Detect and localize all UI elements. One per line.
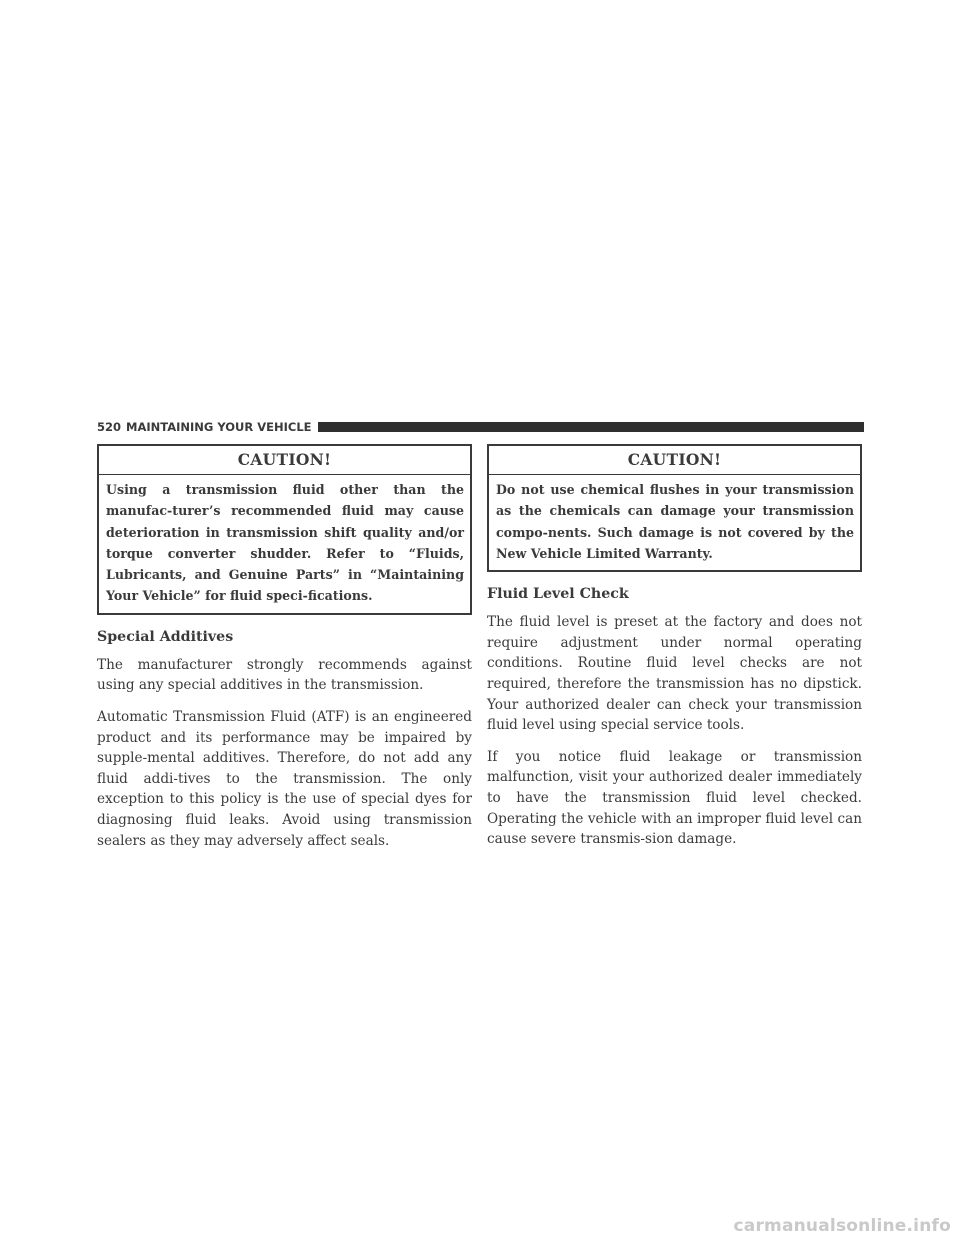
- section-heading-fluid-level-check: Fluid Level Check: [487, 586, 629, 603]
- caution-text: Do not use chemical flushes in your transmission as the chemicals can damage your transmission compo-nents. Such damage is not covered by the New Vehicle Limited Warranty.: [496, 482, 854, 561]
- caution-text: Using a transmission fluid other than the manufac-turer’s recommended fluid may cause deterioration in transmission shift quality and/or torque converter shudder. Refer to “Fluids, Lubricants, and Genuine Parts” in “Maintaining Your Vehicle” for fluid speci-fications.: [106, 482, 464, 604]
- left-column: [97, 444, 472, 862]
- caution-box-left: [97, 444, 472, 615]
- paragraph: Automatic Transmission Fluid (ATF) is an engineered product and its performance may be impaired by supple-mental additives. Therefore, do not add any fluid addi-tives to the transmission. The only exception to this policy is the use of special dyes for diagnosing fluid leaks. Avoid using transmission sealers as they may adversely affect seals.: [97, 708, 472, 849]
- paragraph: The fluid level is preset at the factory and does not require adjustment under normal operating conditions. Routine fluid level checks are not required, therefore the transmission has no dipstick. Your authorized dealer can check your transmission fluid level using special service tools.: [487, 614, 862, 734]
- paragraph: The manufacturer strongly recommends against using any special additives in the transmission.: [97, 656, 472, 694]
- caution-box-right: [487, 444, 862, 572]
- right-column: [487, 444, 862, 861]
- caution-title: CAUTION!: [99, 446, 470, 475]
- header-rule: [318, 422, 864, 432]
- section-title: MAINTAINING YOUR VEHICLE: [126, 420, 312, 434]
- paragraph: If you notice fluid leakage or transmission malfunction, visit your authorized dealer immediately to have the transmission fluid level checked. Operating the vehicle with an improper fluid level can cause severe transmis-sion damage.: [487, 748, 862, 848]
- page-header: [97, 419, 864, 435]
- watermark: carmanualsonline.info: [733, 1216, 951, 1236]
- page-number: 520: [97, 420, 122, 434]
- caution-title: CAUTION!: [489, 446, 860, 475]
- section-heading-special-additives: Special Additives: [97, 628, 234, 645]
